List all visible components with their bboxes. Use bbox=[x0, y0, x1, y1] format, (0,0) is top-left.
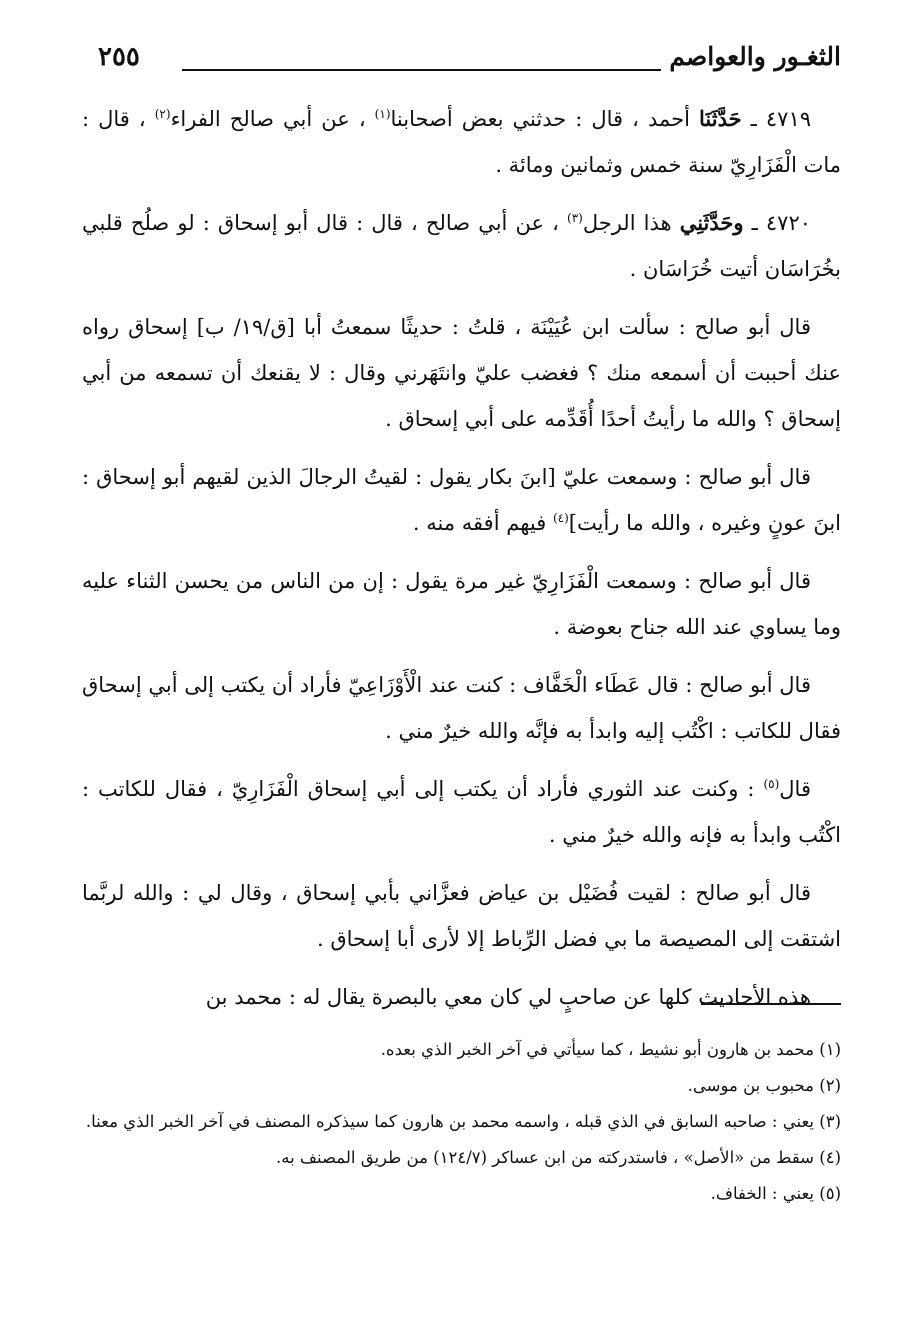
footnote-text: سقط من «الأصل» ، فاستدركته من ابن عساكر (١٢٤/٧) من طريق المصنف به. bbox=[276, 1148, 814, 1167]
page-number: ٢٥٥ bbox=[98, 42, 140, 72]
footnote-ref[interactable]: (٣) bbox=[567, 211, 583, 225]
paragraph: هذه الأحاديث كلها عن صاحبٍ لي كان معي بالبصرة يقال له : محمد بن bbox=[205, 985, 811, 1009]
header-rule bbox=[182, 69, 661, 71]
footnote-number: (٢) bbox=[819, 1076, 841, 1095]
hadith-text: أحمد ، قال : حدثني بعض أصحابنا bbox=[390, 107, 690, 131]
footnote-number: (٥) bbox=[819, 1184, 841, 1203]
hadith-text: ، عن أبي صالح الفراء bbox=[170, 107, 366, 131]
paragraph-text: قال أبو صالح : وسمعت عليّ [ابنَ بكار يقول : لقيتُ الرجالَ الذين لقيهم أبو إسحاق : ابنَ عونٍ وغيره ، والله ما رأيت] bbox=[82, 465, 841, 535]
paragraph-text: : وكنت عند الثوري فأراد أن يكتب إلى أبي إسحاق الْفَزَارِيّ ، فقال للكاتب : اكْتُب وابدأ به فإنه والله خيرٌ مني . bbox=[82, 777, 841, 847]
footnote bbox=[82, 1143, 841, 1173]
hadith-lead: وحَدَّثَنِي bbox=[679, 210, 744, 235]
paragraph-text: فيهم أفقه منه . bbox=[412, 511, 547, 535]
footnote-number: (٣) bbox=[819, 1112, 841, 1131]
hadith-4720: ٤٧٢٠ ـ وحَدَّثَنِي هذا الرجل$^{(٣)}$ ، عن أبي صالح ، قال : قال أبو إسحاق : لو صلُح قلبي بخُرَاسَان أتيت خُرَاسَان . bbox=[82, 210, 841, 281]
footnote bbox=[82, 1071, 841, 1101]
paragraph: قال أبو صالح : لقيت فُضَيْل بن عياض فعزَّاني بأبي إسحاق ، وقال لي : والله لربَّما اشتقت إلى المصيصة ما بي فضل الرِّباط إلا لأرى أبا إسحاق . bbox=[82, 881, 841, 951]
footnote-ref[interactable]: (٤) bbox=[552, 511, 569, 525]
paragraph: قال أبو صالح : وسمعت الْفَزَارِيّ غير مرة يقول : إن من الناس من يحسن الثناء عليه وما يساوي عند الله جناح بعوضة . bbox=[82, 569, 841, 639]
footnote-text: محبوب بن موسى. bbox=[687, 1076, 814, 1095]
hadith-lead: حَدَّثَنَا bbox=[699, 106, 742, 131]
paragraph: قال أبو صالح : سألت ابن عُيَيْنَة ، قلتُ : حديثًا سمعتُ أبا [ق/١٩/ ب] إسحاق رواه عنك أحببت أن أسمعه منك ؟ فغضب عليّ وانتَهَرني وقال : لا يقنعك أن تسمعه من أبي إسحاق ؟ والله ما رأيتُ أحدًا أُقَدِّمه على أبي إسحاق . bbox=[82, 315, 841, 431]
footnote-number: (١) bbox=[819, 1040, 841, 1059]
main-text bbox=[82, 96, 841, 1032]
footnotes bbox=[82, 1035, 841, 1215]
footnote-separator bbox=[701, 1003, 841, 1005]
footnote-text: محمد بن هارون أبو نشيط ، كما سيأتي في آخر الخبر الذي بعده. bbox=[380, 1040, 814, 1059]
page-header bbox=[92, 42, 841, 82]
paragraph bbox=[82, 766, 841, 858]
running-title: الثغـور والعواصم bbox=[669, 42, 841, 71]
footnote-number: (٤) bbox=[819, 1148, 841, 1167]
paragraph-text: قال bbox=[779, 777, 811, 801]
paragraph: قال أبو صالح : قال عَطَاء الْخَفَّاف : كنت عند الْأَوْزَاعِيّ فأراد أن يكتب إلى أبي إسحاق فقال للكاتب : اكْتُب إليه وابدأ به فإنَّه والله خيرٌ مني . bbox=[82, 673, 841, 743]
hadith-number: ٤٧١٩ bbox=[765, 107, 812, 131]
footnote bbox=[82, 1035, 841, 1065]
hadith-text: ، قال : مات الْفَزَارِيّ سنة خمس وثمانين ومائة . bbox=[82, 107, 841, 177]
hadith-4719: ٤٧١٩ ـ حَدَّثَنَا أحمد ، قال : حدثني بعض أصحابنا$^{(١)}$ ، عن أبي صالح الفراء$^{(٢)}$ ، قال : مات الْفَزَارِيّ سنة خمس وثمانين ومائة . bbox=[82, 106, 841, 177]
hadith-text: هذا الرجل bbox=[582, 211, 672, 235]
footnote bbox=[82, 1107, 841, 1137]
footnote-text: يعني : الخفاف. bbox=[710, 1184, 814, 1203]
footnote-ref[interactable]: (٥) bbox=[763, 777, 780, 791]
footnote-text: يعني : صاحبه السابق في الذي قبله ، واسمه محمد بن هارون كما سيذكره المصنف في آخر الخبر الذي معنا. bbox=[85, 1112, 814, 1131]
paragraph bbox=[82, 454, 841, 546]
hadith-text: ، عن أبي صالح ، قال : قال أبو إسحاق : لو صلُح قلبي بخُرَاسَان أتيت خُرَاسَان . bbox=[82, 211, 841, 281]
footnote-ref[interactable]: (٢) bbox=[154, 107, 171, 121]
footnote-ref[interactable]: (١) bbox=[374, 107, 391, 121]
footnote bbox=[82, 1179, 841, 1209]
hadith-number: ٤٧٢٠ bbox=[765, 211, 812, 235]
